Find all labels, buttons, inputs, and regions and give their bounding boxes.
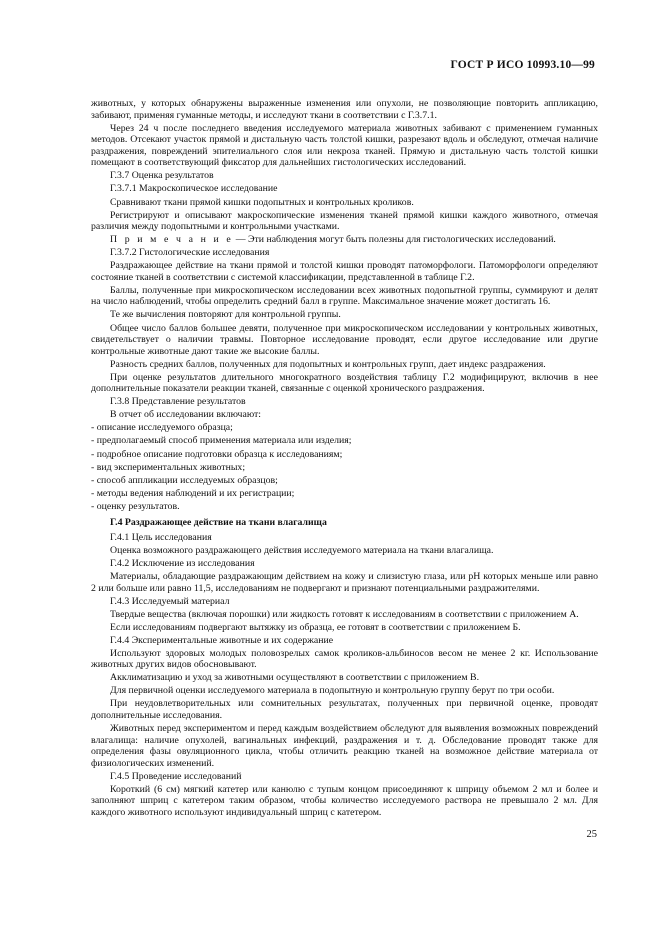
note-text: — Эти наблюдения могут быть полезны для гистологических исследований. bbox=[233, 234, 556, 246]
section-heading: Г.4 Раздражающее действие на ткани влагалища bbox=[110, 517, 327, 529]
paragraph: Сравнивают ткани прямой кишки подопытных и контрольных кроликов. bbox=[110, 196, 414, 208]
page-number: 25 bbox=[586, 829, 597, 840]
document-body bbox=[91, 98, 598, 820]
section-heading: Г.4.2 Исключение из исследования bbox=[110, 557, 255, 569]
section-heading: Г.3.7 Оценка результатов bbox=[110, 170, 214, 182]
section-heading: Г.3.7.1 Макроскопическое исследование bbox=[110, 183, 278, 195]
paragraph: При оценке результатов длительного многократного воздействия таблицу Г.2 модифицируют, включив в нее дополнительные показатели реакции тканей, связанные с оценкой хронического раздражения. bbox=[91, 371, 598, 395]
paragraph: - вид экспериментальных животных; bbox=[91, 461, 246, 473]
paragraph: Общее число баллов большее девяти, полученное при микроскопическом исследовании у контрольных животных, свидетельствует о наличии травмы. Повторное исследование проводят, если другое исследование или другие контрольные животные дают такие же высокие баллы. bbox=[91, 322, 598, 357]
section-heading: Г.3.8 Представление результатов bbox=[110, 396, 246, 408]
paragraph: Материалы, обладающие раздражающим действием на кожу и слизистую глаза, или pH которых меньше или равно 2 или больше или равно 11,5, исследованиям не подвергают и признают потенциальными раздражителями. bbox=[91, 570, 598, 594]
paragraph: Для первичной оценки исследуемого материала в подопытную и контрольную группу берут по три особи. bbox=[110, 685, 555, 697]
paragraph: Через 24 ч после последнего введения исследуемого материала животных забивают с применением гуманных методов. Отсекают участок прямой и дистальную часть толстой кишки, разрезают вдоль и обследуют, отмечая наличие раздражения, повреждений эпителиального слоя или некроза тканей. Прямую и дистальную часть толстой кишки помещают в соответствующий фиксатор для дальнейших гистологических исследований. bbox=[91, 122, 598, 169]
paragraph: Регистрируют и описывают макроскопические изменения тканей прямой кишки каждого животного, отмечая различия между подопытными и контрольными участками. bbox=[91, 209, 598, 233]
section-heading: Г.4.4 Экспериментальные животные и их содержание bbox=[110, 634, 334, 646]
paragraph: В отчет об исследовании включают: bbox=[110, 409, 262, 421]
section-heading: Г.4.3 Исследуемый материал bbox=[110, 595, 230, 607]
section-heading: Г.4.1 Цель исследования bbox=[110, 531, 212, 543]
section-heading: Г.3.7.2 Гистологические исследования bbox=[110, 247, 270, 259]
paragraph: Акклиматизацию и уход за животными осуществляют в соответствии с приложением В. bbox=[110, 672, 480, 684]
note-label: П р и м е ч а н и е bbox=[110, 234, 234, 246]
paragraph: - подробное описание подготовки образца к исследованиям; bbox=[91, 448, 343, 460]
paragraph: - описание исследуемого образца; bbox=[91, 422, 233, 434]
paragraph: Используют здоровых молодых половозрелых самок кроликов-альбиносов весом не менее 2 кг. Использование животных других видов обосновывают. bbox=[91, 647, 598, 671]
paragraph: Те же вычисления повторяют для контрольной группы. bbox=[110, 309, 341, 321]
paragraph: Оценка возможного раздражающего действия исследуемого материала на ткани влагалища. bbox=[110, 544, 494, 556]
section-heading: Г.4.5 Проведение исследований bbox=[110, 770, 242, 782]
note-paragraph bbox=[91, 234, 598, 246]
paragraph: - способ аппликации исследуемых образцов; bbox=[91, 474, 278, 486]
paragraph: Животных перед экспериментом и перед каждым воздействием обследуют для выявления возможных повреждений влагалища: наличие опухолей, вагинальных инфекций, раздражения и т. д. Обследование проводят также для определения фазы овуляционного цикла, чтобы отличить реакцию тканей на возможное действие материала от физиологических изменений. bbox=[91, 722, 598, 769]
paragraph: При неудовлетворительных или сомнительных результатах, полученных при первичной оценке, проводят дополнительные исследования. bbox=[91, 698, 598, 721]
paragraph: - оценку результатов. bbox=[91, 500, 180, 512]
paragraph: Короткий (6 см) мягкий катетер или канюлю с тупым концом присоединяют к шприцу объемом 2 мл и более и заполняют шприц с катетером таким образом, чтобы количество исследуемого раствора не превышало 2 мл. Для каждого животного используют индивидуальный шприц с катетером. bbox=[91, 783, 598, 818]
paragraph: Разность средних баллов, полученных для подопытных и контрольных групп, дает индекс раздражения. bbox=[110, 358, 546, 370]
paragraph: - предполагаемый способ применения материала или изделия; bbox=[91, 435, 352, 447]
paragraph: Раздражающее действие на ткани прямой и толстой кишки проводят патоморфологи. Патоморфологи определяют состояние тканей в соответствии с системой классификации, представленной в таблице Г.2. bbox=[91, 260, 598, 283]
paragraph: животных, у которых обнаружены выраженные изменения или опухоли, не позволяющие повторить аппликацию, забивают, применяя гуманные методы, и исследуют ткани в соответствии с Г.3.7.1. bbox=[91, 98, 598, 121]
paragraph: Баллы, полученные при микроскопическом исследовании всех животных подопытной группы, суммируют и делят на число наблюдений, чтобы определить средний балл в группе. Максимальное значение может достигать 16. bbox=[91, 284, 598, 308]
paragraph: Если исследованиям подвергают вытяжку из образца, ее готовят в соответствии с приложением Б. bbox=[110, 621, 521, 633]
paragraph: Твердые вещества (включая порошки) или жидкость готовят к исследованиям в соответствии с приложением А. bbox=[110, 608, 579, 620]
document-header: ГОСТ Р ИСО 10993.10—99 bbox=[450, 59, 595, 71]
paragraph: - методы ведения наблюдений и их регистрации; bbox=[91, 487, 295, 499]
